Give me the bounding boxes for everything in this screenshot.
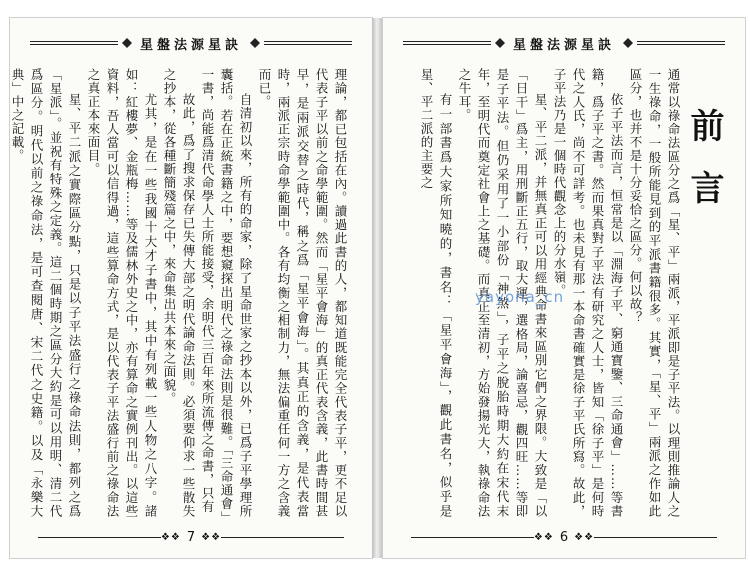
header-rule <box>264 41 352 45</box>
paragraph: 星、平二派之實際區分點，只是以子平法盛行之祿命法則，都列之爲「星派」。並祝有特殊之定義。這二個時期之區分大約是可以用明、清二代爲區分。明代以前之祿命法，是可查閱唐、宋二代之史籍。以及「永樂大典」中之記載。 <box>10 68 82 518</box>
paragraph: 有一部書爲大家所知曉的，書名：「星平會海」，觀此書名，似乎是星、平二派的主要之 <box>419 68 453 518</box>
chapter-title: 前言 <box>684 108 724 232</box>
footer-rule <box>411 537 534 538</box>
page-footer <box>411 528 717 546</box>
paragraph: 依子平法而言，恒常是以「淵海子平、窮通寶鑒、三命通會」……等書籍，爲子平之書。然而果真對子平法有研究之人士，皆知「徐子平」是何時代之人氏，尚不可詳考。也未見有那一本命書確實是徐子平氏所寫。故此，子平法乃是一個時代觀念上的分水嶺。 <box>552 68 624 518</box>
paragraph: 故此，爲了搜求保存已失傳大部之明代論命法則。必須要仰求一些散失之抄本，從各種斷簡殘篇之中，來命集出共本來之面貌。 <box>162 68 196 518</box>
left-page <box>10 18 372 558</box>
paragraph: 自清初以來，所有的命家，除了星命世家之抄本以外，已爲子平學理所囊括。若在正統書籍之中，要想窺探出明代之祿命法則是很難。「三命通會」一書，尚能爲清代命學人士所能接受，余明代三百年來所流傳之命書，只有 <box>200 68 253 518</box>
paragraph: 尤其，是在一些我國十大才子書中，其中有列載一些人物之八字。諸如：紅樓夢、金瓶梅……等及儒林外史之中，亦有算命之實例刊出。以這些資料，吾人當可以信得過，這些算命方式，是以代表子平法盛行前之祿命法之真正本來面目。 <box>86 68 158 518</box>
footer-ornament: ❖❖ <box>160 531 181 543</box>
paragraph: 理論，都已包括在內。讀過此書的人，都知道既能完全代表子平，更不足以代表子平以前之命學範圍。然而「星平會海」的真正代表含義，此書時間甚早，是兩派交替之時代，稱之爲「星平會海」。其真正的含義，是代表當時，兩派正宗時命學範圍中。各有均衡之相制力，無法偏重任何一方之含義而已。 <box>257 68 348 518</box>
footer-rule <box>594 537 717 538</box>
watermark: yayona_cn <box>475 288 565 306</box>
header-title: 星盤法源星訣 <box>513 37 616 53</box>
footer-ornament: ❖❖ <box>533 531 554 543</box>
footer-ornament: ❖❖ <box>574 531 595 543</box>
book-gutter <box>372 18 383 558</box>
diamond-ornament-icon <box>250 38 260 48</box>
running-header <box>403 30 725 56</box>
paragraph: 星、平二派，并無真正可以用經典命書來區別它們之界限。大致是「以「日干」爲主，用刑斷正五行，取大運，選格局，論喜忌，觀四旺……等即是子平法。但仍采用了一小部份「神煞」，子平之脫胎時期大約在宋代末年，至明代而奠定社會上之基礎。而真正至清初，方始發揚光大，執祿命法之牛耳。 <box>457 68 548 518</box>
diamond-ornament-icon <box>623 38 633 48</box>
page-number: 7 <box>186 529 196 545</box>
page-number: 6 <box>559 529 569 545</box>
header-rule <box>403 41 491 45</box>
footer-rule <box>38 537 161 538</box>
header-rule <box>637 41 725 45</box>
footer-rule <box>221 537 344 538</box>
running-header <box>30 30 352 56</box>
paragraph: 通常以祿命法區分之爲「星、平」兩派，平派即是子平法。以理則推論人之一生祿命，一般所能見到的平派書籍很多。其實，「星、平」兩派之作如此區分，也并不是十分妥恰之區分。何以故？ <box>628 68 681 518</box>
header-title: 星盤法源星訣 <box>140 37 243 53</box>
diamond-ornament-icon <box>122 38 132 48</box>
header-rule <box>30 41 118 45</box>
footer-ornament: ❖❖ <box>201 531 222 543</box>
page-footer <box>38 528 344 546</box>
diamond-ornament-icon <box>495 38 505 48</box>
left-page-body <box>10 68 350 518</box>
